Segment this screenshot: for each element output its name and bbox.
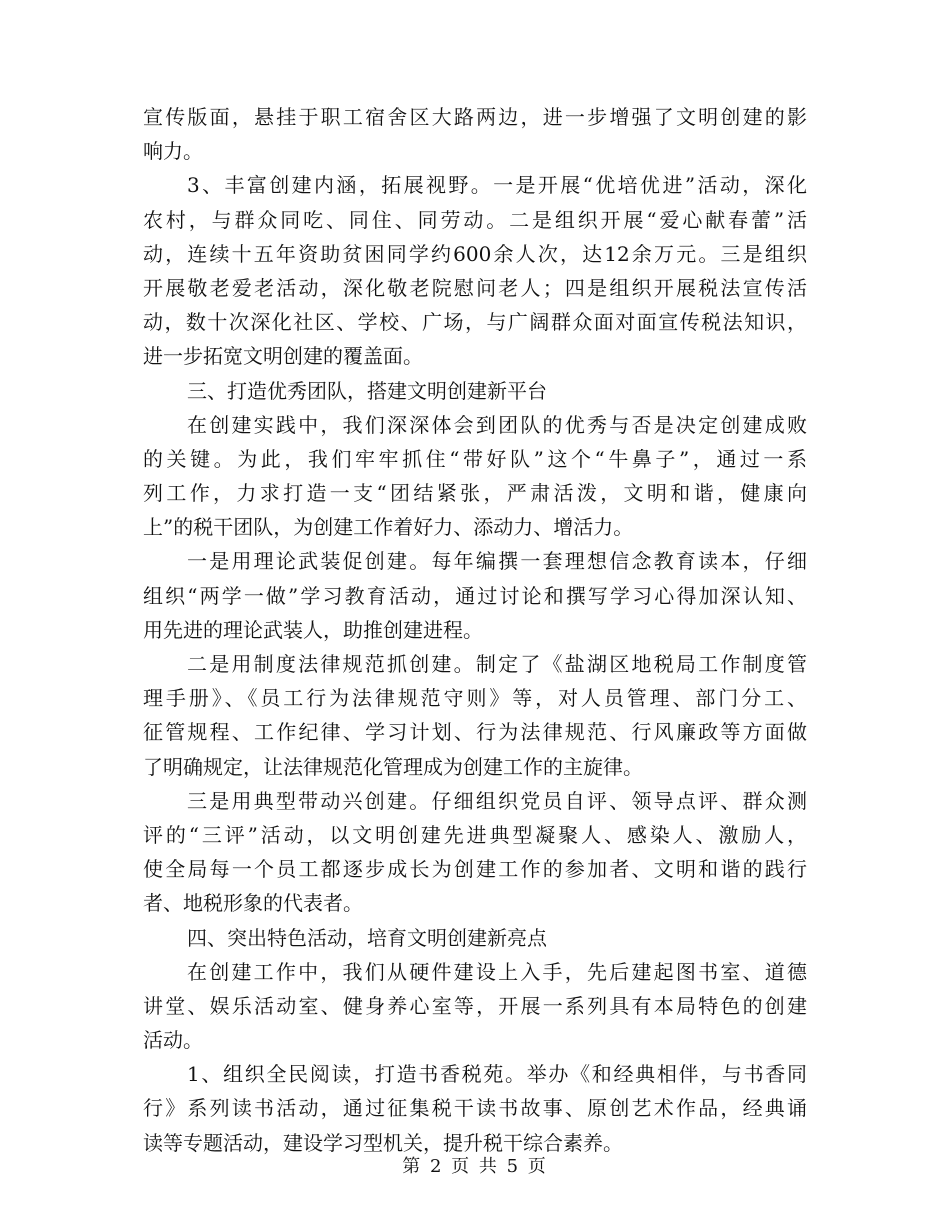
- text-line: 上”的税干团队，为创建工作着好力、添动力、增活力。: [143, 515, 634, 540]
- text-line: 三、打造优秀团队，搭建文明创建新平台: [187, 378, 547, 403]
- text-line: 组织“两学一做”学习教育活动，通过讨论和撰写学习心得加深认知、: [143, 583, 807, 608]
- text-line: 开展敬老爱老活动，深化敬老院慰问老人；四是组织开展税法宣传活: [143, 275, 807, 300]
- text-line: 在创建实践中，我们深深体会到团队的优秀与否是决定创建成败: [187, 412, 807, 437]
- text-line: 行》系列读书活动，通过征集税干读书故事、原创艺术作品，经典诵: [143, 1096, 807, 1121]
- document-body: [143, 100, 807, 1160]
- text-line: 一是用理论武装促创建。每年编撰一套理想信念教育读本，仔细: [187, 549, 807, 574]
- text-line: 的关键。为此，我们牢牢抓住“带好队”这个“牛鼻子”，通过一系: [143, 446, 807, 471]
- text-line: 动，数十次深化社区、学校、广场，与广阔群众面对面宣传税法知识，: [143, 310, 807, 335]
- text-line: 3、丰富创建内涵，拓展视野。一是开展“优培优进”活动，深化: [187, 173, 807, 198]
- text-line: 了明确规定，让法律规范化管理成为创建工作的主旋律。: [143, 754, 643, 779]
- text-line: 征管规程、工作纪律、学习计划、行为法律规范、行风廉政等方面做: [143, 720, 807, 745]
- text-line: 宣传版面，悬挂于职工宿舍区大路两边，进一步增强了文明创建的影: [143, 105, 807, 129]
- text-line: 用先进的理论武装人，助推创建进程。: [143, 617, 483, 642]
- text-line: 农村，与群众同吃、同住、同劳动。二是组织开展“爱心献春蕾”活: [143, 207, 807, 232]
- text-line: 四、突出特色活动，培育文明创建新亮点: [187, 925, 547, 950]
- text-line: 响力。: [143, 139, 203, 164]
- text-line: 进一步拓宽文明创建的覆盖面。: [143, 344, 423, 369]
- text-line: 列工作，力求打造一支“团结紧张，严肃活泼，文明和谐，健康向: [143, 481, 807, 506]
- text-line: 理手册》、《员工行为法律规范守则》等，对人员管理、部门分工、: [143, 686, 807, 711]
- text-line: 1、组织全民阅读，打造书香税苑。举办《和经典相伴，与书香同: [187, 1062, 807, 1087]
- text-line: 三是用典型带动兴创建。仔细组织党员自评、领导点评、群众测: [187, 788, 807, 813]
- text-line: 动，连续十五年资助贫困同学约600余人次，达12余万元。三是组织: [143, 241, 807, 266]
- text-line: 评的“三评”活动，以文明创建先进典型凝聚人、感染人、激励人，: [143, 822, 807, 847]
- text-line: 使全局每一个员工都逐步成长为创建工作的参加者、文明和谐的践行: [143, 857, 807, 882]
- text-line: 活动。: [143, 1028, 203, 1053]
- text-line: 者、地税形象的代表者。: [143, 891, 363, 916]
- text-line: 二是用制度法律规范抓创建。制定了《盐湖区地税局工作制度管: [187, 652, 807, 676]
- text-line: 读等专题活动，建设学习型机关，提升税干综合素养。: [143, 1130, 623, 1155]
- text-line: 讲堂、娱乐活动室、健身养心室等，开展一系列具有本局特色的创建: [143, 993, 807, 1018]
- text-line: 在创建工作中，我们从硬件建设上入手，先后建起图书室、道德: [187, 959, 807, 984]
- page-number-footer: 第 2 页 共 5 页: [402, 1156, 548, 1177]
